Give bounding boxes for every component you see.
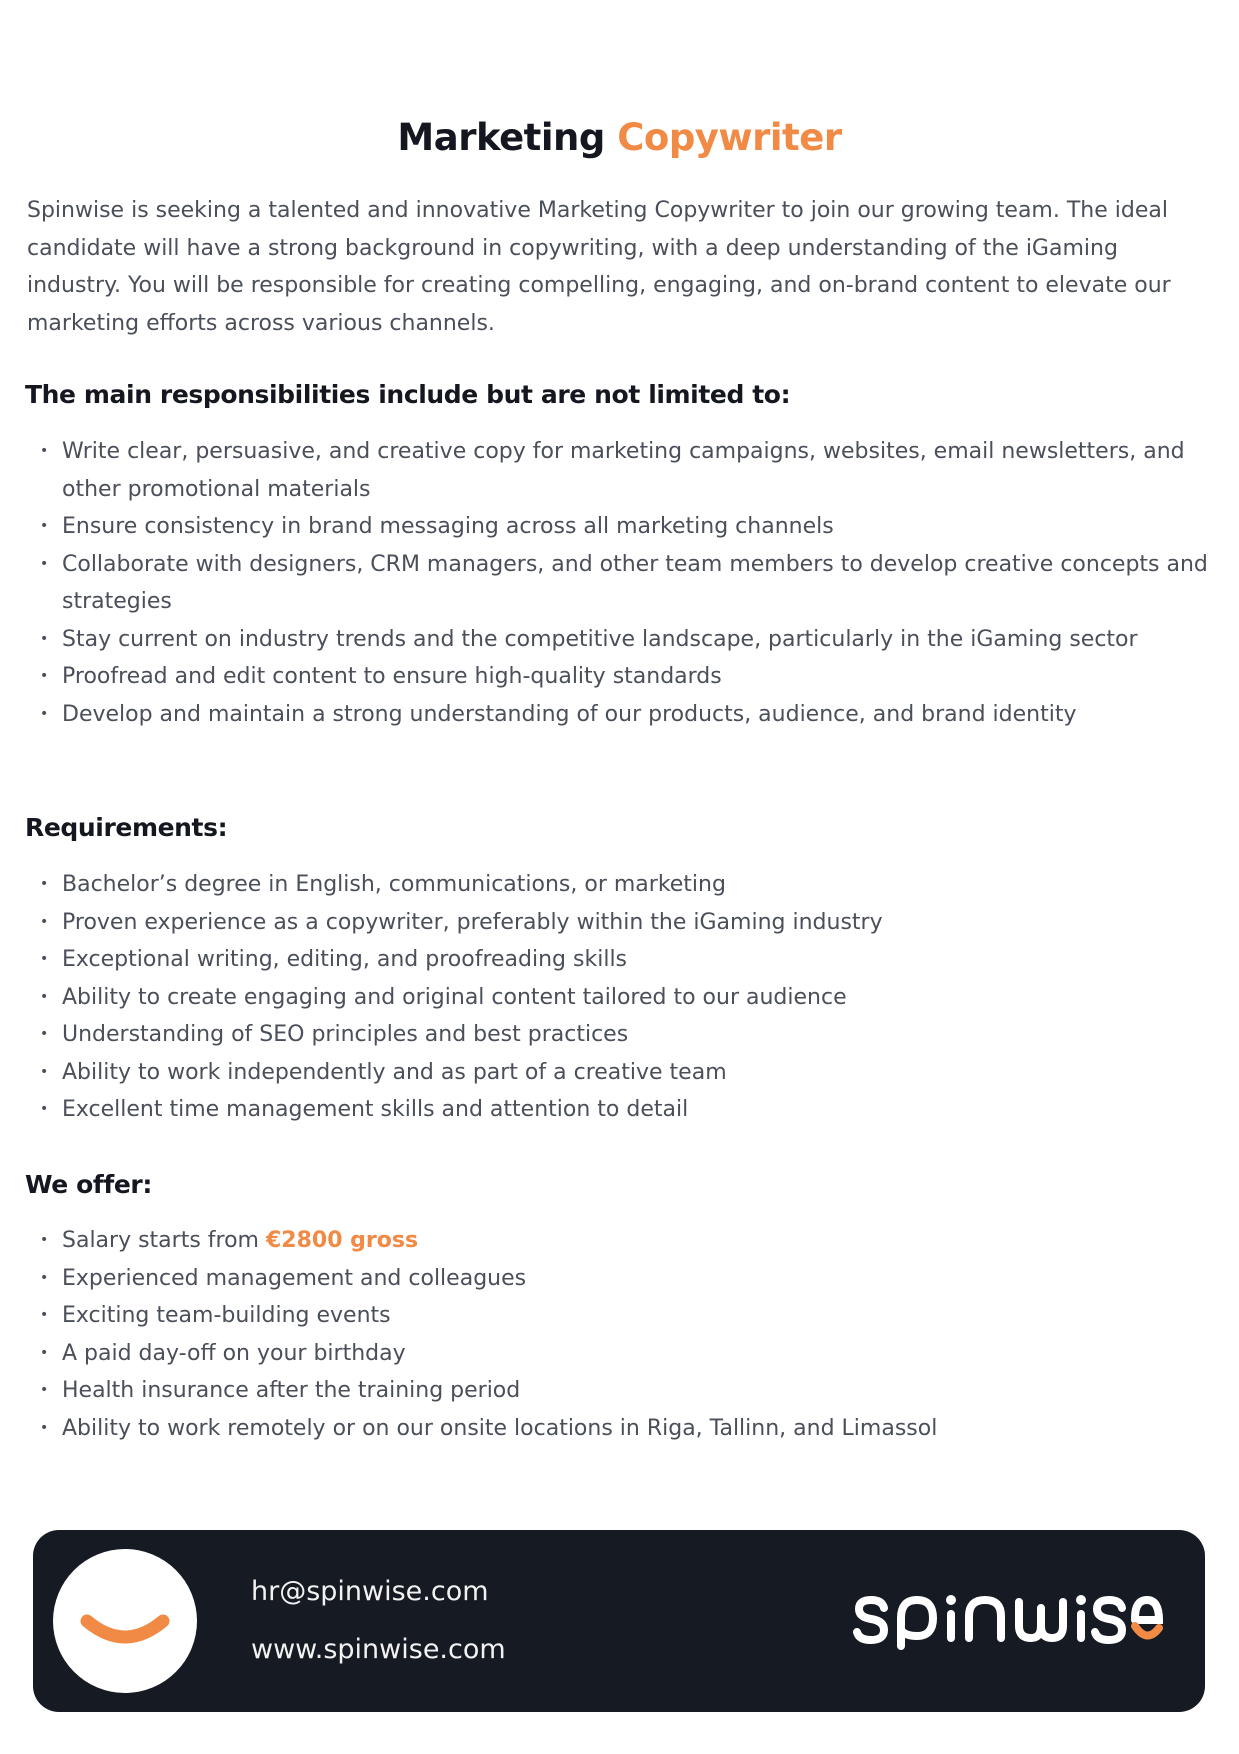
bullet-icon: • — [40, 1269, 49, 1286]
requirements-list — [27, 866, 1227, 1129]
offer-heading: We offer: — [25, 1170, 152, 1199]
contact-footer — [33, 1530, 1205, 1712]
list-item — [27, 508, 1227, 546]
list-item — [27, 621, 1227, 659]
bullet-icon: • — [40, 705, 49, 722]
bullet-icon: • — [40, 1232, 49, 1248]
list-item-text: Ability to create engaging and original content tailored to our audience — [62, 984, 847, 1010]
list-item — [27, 546, 1227, 621]
bullet-icon: • — [40, 951, 49, 967]
list-item — [27, 1410, 1227, 1448]
list-item-text: Ability to work remotely or on our onsite locations in Riga, Tallinn, and Limassol — [62, 1415, 938, 1441]
list-item-text: Proofread and edit content to ensure high-quality standards — [62, 664, 722, 689]
page-title — [0, 110, 1239, 166]
list-item — [27, 1091, 1227, 1129]
list-item-text: Health insurance after the training period — [62, 1378, 521, 1403]
responsibilities-list — [27, 433, 1227, 733]
bullet-icon: • — [40, 988, 49, 1005]
list-item-text: A paid day-off on your birthday — [62, 1340, 406, 1366]
title-accent: Copywriter — [617, 116, 842, 159]
offer-list — [27, 1222, 1227, 1447]
list-item — [27, 866, 1227, 904]
list-item — [27, 1016, 1227, 1054]
bullet-icon: • — [40, 1101, 49, 1117]
list-item — [27, 1054, 1227, 1092]
bullet-icon: • — [40, 1344, 49, 1361]
salary-prefix: Salary starts from — [62, 1228, 266, 1253]
bullet-icon: • — [40, 1419, 49, 1436]
list-item — [27, 904, 1227, 942]
list-item-text: Experienced management and colleagues — [62, 1265, 527, 1291]
list-item-text: Ensure consistency in brand messaging across all marketing channels — [62, 514, 834, 539]
bullet-icon: • — [40, 876, 49, 892]
brand-wordmark — [853, 1588, 1163, 1656]
bullet-icon: • — [40, 1026, 49, 1042]
bullet-icon: • — [40, 1307, 49, 1323]
responsibilities-heading: The main responsibilities include but are not limited to: — [25, 380, 791, 409]
bullet-icon: • — [40, 1063, 49, 1080]
website-link[interactable]: www.spinwise.com — [251, 1634, 506, 1665]
list-item-text: Exciting team-building events — [62, 1303, 391, 1328]
bullet-icon: • — [40, 630, 49, 647]
list-item-text: Stay current on industry trends and the competitive landscape, particularly in the iGaming sector — [62, 626, 1138, 652]
list-item-text: Develop and maintain a strong understanding of our products, audience, and brand identity — [62, 701, 1077, 727]
list-item-text: Collaborate with designers, CRM managers, and other team members to develop creative concepts and strategies — [62, 551, 1208, 614]
list-item — [27, 658, 1227, 696]
bullet-icon: • — [40, 668, 49, 684]
list-item — [27, 1260, 1227, 1298]
email-link[interactable]: hr@spinwise.com — [251, 1576, 489, 1607]
list-item-text: Proven experience as a copywriter, preferably within the iGaming industry — [62, 909, 883, 935]
list-item-text: Ability to work independently and as part of a creative team — [62, 1059, 727, 1085]
list-item — [27, 1222, 1227, 1260]
list-item-text: Exceptional writing, editing, and proofreading skills — [62, 947, 628, 972]
intro-paragraph: Spinwise is seeking a talented and innovative Marketing Copywriter to join our growing team. The ideal candidate will have a strong background in copywriting, with a deep understanding of the iGaming industry. You will be responsible for creating compelling, engaging, and on-brand content to elevate our marketing efforts across various channels. — [27, 198, 1171, 336]
list-item-text: Excellent time management skills and attention to detail — [62, 1097, 689, 1122]
list-item-text: Understanding of SEO principles and best practices — [62, 1022, 629, 1047]
list-item — [27, 433, 1227, 508]
title-main: Marketing — [397, 116, 605, 159]
bullet-icon: • — [40, 518, 49, 534]
list-item — [27, 1335, 1227, 1373]
list-item — [27, 941, 1227, 979]
spinwise-logo — [853, 1588, 1163, 1652]
bullet-icon: • — [40, 555, 49, 572]
smile-logo-icon — [53, 1549, 197, 1693]
list-item — [27, 696, 1227, 734]
list-item — [27, 1297, 1227, 1335]
salary-value: €2800 gross — [265, 1228, 419, 1253]
requirements-heading: Requirements: — [25, 813, 228, 842]
bullet-icon: • — [40, 443, 49, 459]
logo-badge — [53, 1549, 197, 1693]
list-item-text: Bachelor’s degree in English, communications, or marketing — [62, 872, 726, 897]
list-item — [27, 979, 1227, 1017]
list-item — [27, 1372, 1227, 1410]
list-item-text: Write clear, persuasive, and creative copy for marketing campaigns, websites, email newsletters, and other promotional materials — [62, 439, 1185, 502]
bullet-icon: • — [40, 1382, 49, 1398]
bullet-icon: • — [40, 913, 49, 930]
